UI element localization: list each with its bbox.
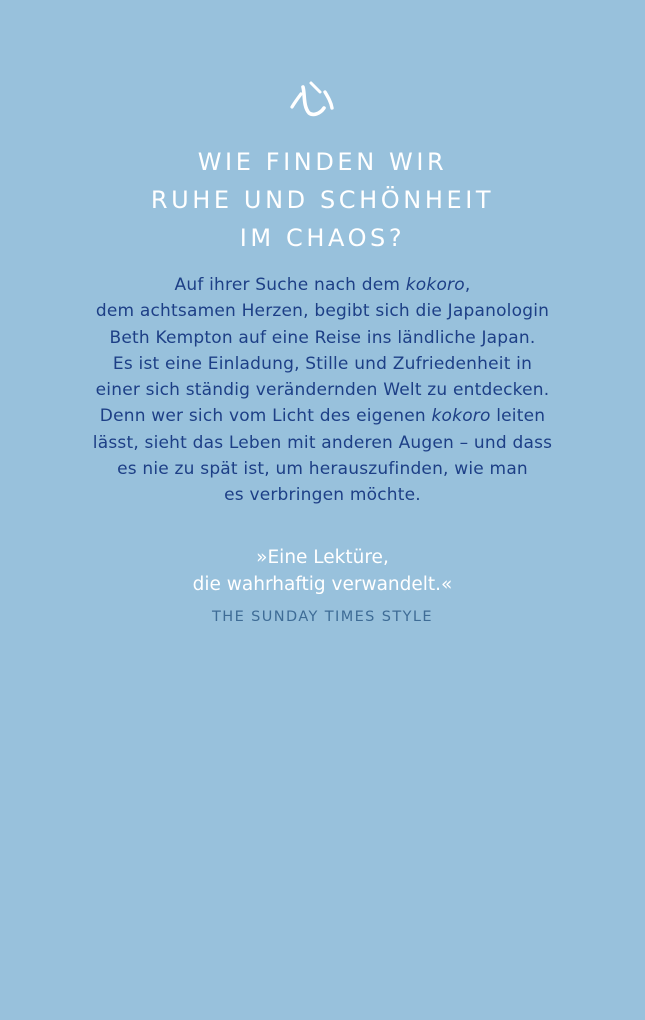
- blurb-line-1-italic: kokoro: [405, 275, 465, 295]
- blurb-line-5: einer sich ständig verändernden Welt zu entdecken.: [95, 380, 550, 401]
- quote-line-2: die wahrhaftig verwandelt.«: [192, 574, 453, 595]
- quote-source: THE SUNDAY TIMES STYLE: [212, 609, 433, 625]
- kokoro-kanji-icon: [289, 80, 335, 120]
- headline-line-1: WIE FINDEN WIR: [197, 148, 448, 176]
- blurb-line-4: Es ist eine Einladung, Stille und Zufriedenheit in: [112, 353, 533, 374]
- blurb-line-7: lässt, sieht das Leben mit anderen Augen – und dass: [92, 432, 553, 453]
- review-quote: [0, 544, 645, 598]
- blurb-line-8: es nie zu spät ist, um herauszufinden, wie man: [117, 459, 528, 480]
- blurb-line-9: es verbringen möchte.: [224, 485, 421, 506]
- blurb-line-2: dem achtsamen Herzen, begibt sich die Japanologin: [95, 301, 550, 322]
- blurb-line-6-tail: leiten: [490, 406, 546, 427]
- blurb-line-3: Beth Kempton auf eine Reise ins ländliche Japan.: [109, 327, 536, 348]
- headline-line-2: RUHE UND SCHÖNHEIT: [150, 186, 495, 214]
- blurb-line-6-italic: kokoro: [431, 406, 491, 427]
- blurb-line-1-text: Auf ihrer Suche nach dem: [174, 275, 406, 295]
- headline-line-3: IM CHAOS?: [239, 224, 406, 252]
- quote-line-1: »Eine Lektüre,: [256, 547, 389, 568]
- blurb-line-6: [0, 403, 645, 429]
- headline: [0, 143, 645, 257]
- blurb-line-6-text: Denn wer sich vom Licht des eigenen: [99, 406, 432, 427]
- blurb-text: [0, 272, 645, 509]
- blurb-line-1: [0, 272, 645, 298]
- blurb-line-1-punct: ,: [464, 275, 471, 295]
